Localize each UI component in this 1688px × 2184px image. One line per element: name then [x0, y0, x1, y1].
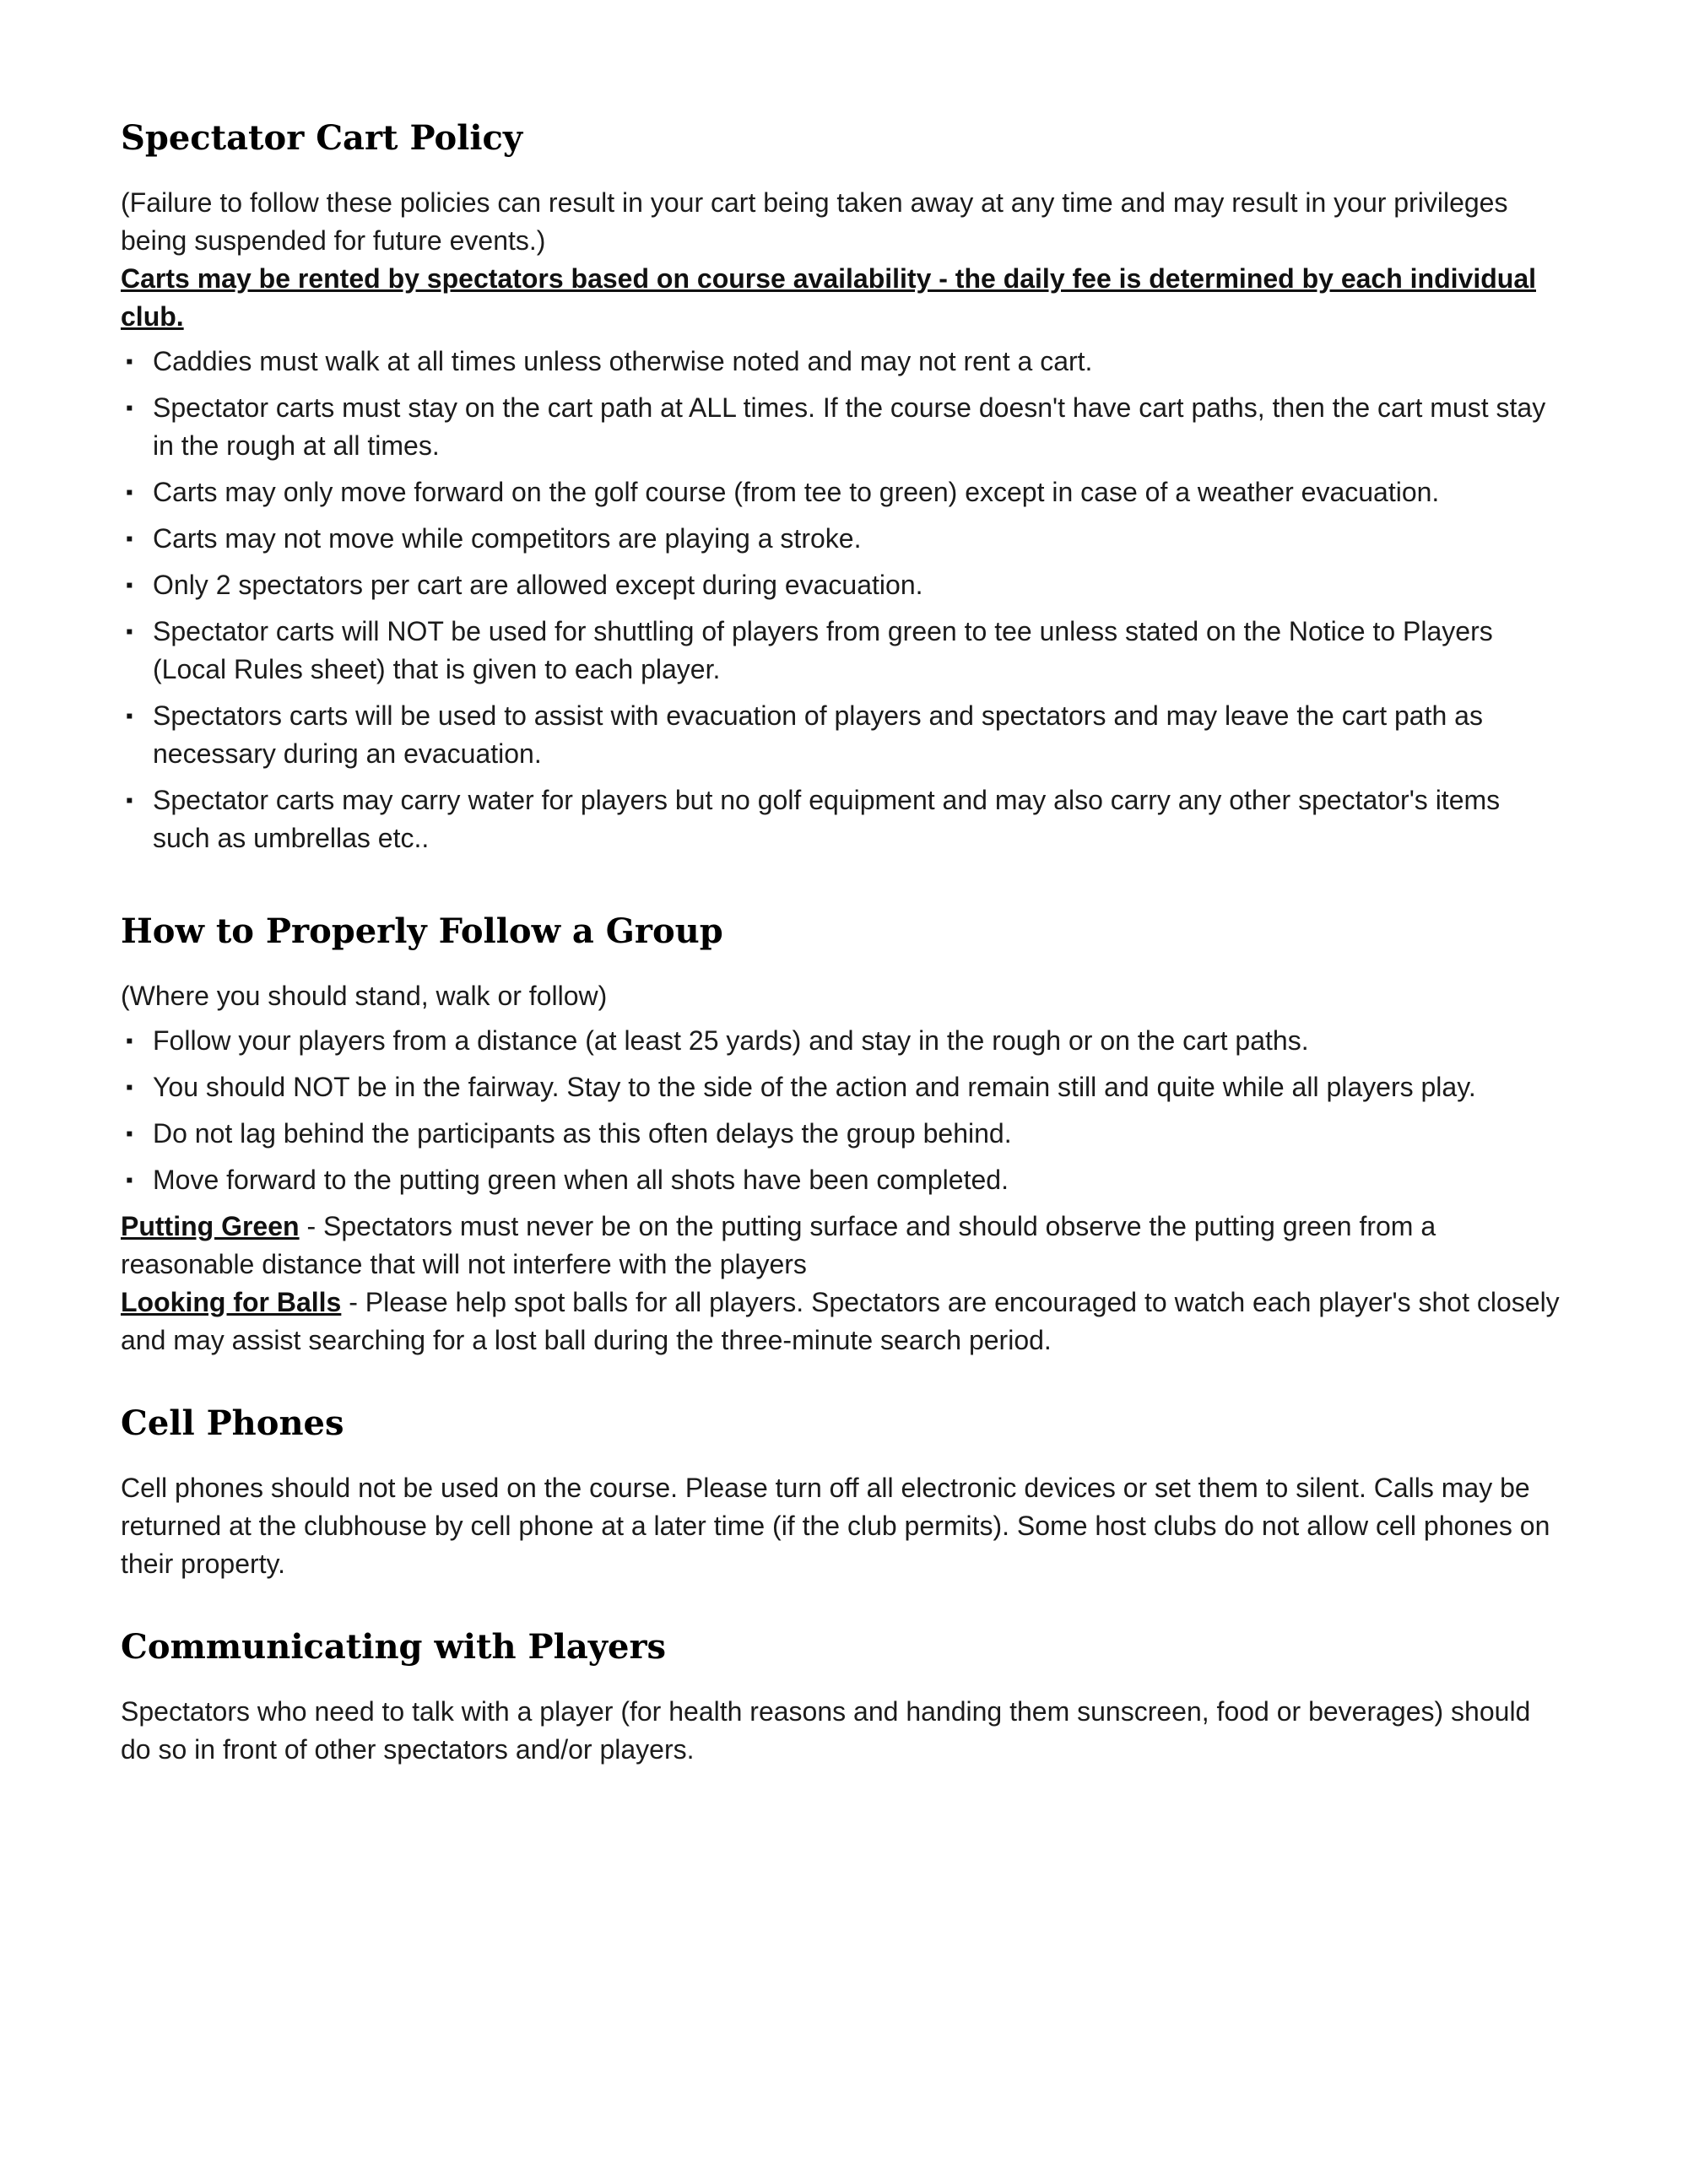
- bullet-square-icon: ▪: [126, 397, 133, 419]
- bullet-square-icon: ▪: [126, 574, 133, 597]
- list-item-text: Move forward to the putting green when all shots have been completed.: [153, 1165, 1009, 1195]
- cart-policy-intro: (Failure to follow these policies can result in your cart being taken away at any time and may result in your privileges being suspended for future events.): [121, 187, 1508, 256]
- cart-rental-note: [121, 260, 1561, 336]
- list-item-text: Carts may only move forward on the golf course (from tee to green) except in case of a weather evacuation.: [153, 477, 1440, 507]
- bullet-square-icon: ▪: [126, 705, 133, 727]
- list-item: [121, 566, 1561, 604]
- cart-rental-note-text: Carts may be rented by spectators based on course availability - the daily fee is determined by each individual club.: [121, 263, 1536, 332]
- list-item: [121, 343, 1561, 381]
- list-item-text: Caddies must walk at all times unless otherwise noted and may not rent a cart.: [153, 346, 1093, 376]
- looking-for-balls-text: - Please help spot balls for all players. Spectators are encouraged to watch each player's shot closely and may assist searching for a lost ball during the three-minute search period.: [121, 1287, 1560, 1355]
- follow-group-intro: (Where you should stand, walk or follow): [121, 981, 608, 1011]
- looking-for-balls-note: [121, 1284, 1561, 1360]
- bullet-square-icon: ▪: [126, 620, 133, 643]
- list-item-text: You should NOT be in the fairway. Stay to the side of the action and remain still and quite while all players play.: [153, 1072, 1476, 1102]
- section-heading-cell-phones: Cell Phones: [121, 1403, 344, 1443]
- list-item-text: Spectator carts will NOT be used for shuttling of players from green to tee unless stated on the Notice to Players (Local Rules sheet) that is given to each player.: [153, 616, 1493, 684]
- bullet-square-icon: ▪: [126, 1122, 133, 1145]
- list-item: [121, 1068, 1561, 1106]
- section-heading-communicating: Communicating with Players: [121, 1627, 667, 1667]
- communicating-body: Spectators who need to talk with a player (for health reasons and handing them sunscreen, food or beverages) should do so in front of other spectators and/or players.: [121, 1696, 1531, 1765]
- list-item: [121, 1161, 1561, 1199]
- bullet-square-icon: ▪: [126, 527, 133, 550]
- bullet-square-icon: ▪: [126, 350, 133, 373]
- list-item-text: Spectators carts will be used to assist with evacuation of players and spectators and may leave the cart path as necessary during an evacuation.: [153, 700, 1483, 769]
- list-item-text: Only 2 spectators per cart are allowed except during evacuation.: [153, 570, 923, 600]
- list-item: [121, 1115, 1561, 1153]
- putting-green-text: - Spectators must never be on the putting surface and should observe the putting green from a reasonable distance that will not interfere with the players: [121, 1211, 1436, 1279]
- list-item-text: Spectator carts may carry water for players but no golf equipment and may also carry any other spectator's items such as umbrellas etc..: [153, 785, 1501, 853]
- list-item: [121, 781, 1561, 857]
- section-heading-follow-group: How to Properly Follow a Group: [121, 911, 723, 951]
- list-item-text: Carts may not move while competitors are playing a stroke.: [153, 523, 862, 554]
- list-item: [121, 520, 1561, 558]
- list-item-text: Follow your players from a distance (at least 25 yards) and stay in the rough or on the cart paths.: [153, 1025, 1309, 1056]
- follow-group-list: [121, 1022, 1561, 1199]
- section-heading-cart-policy: Spectator Cart Policy: [121, 118, 523, 158]
- list-item-text: Spectator carts must stay on the cart path at ALL times. If the course doesn't have cart paths, then the cart must stay in the rough at all times.: [153, 392, 1546, 461]
- bullet-square-icon: ▪: [126, 1169, 133, 1192]
- looking-for-balls-label: Looking for Balls: [121, 1287, 342, 1317]
- list-item: [121, 389, 1561, 465]
- cell-phones-body: Cell phones should not be used on the course. Please turn off all electronic devices or set them to silent. Calls may be returned at the clubhouse by cell phone at a later time (if the club permits). Some host clubs do not allow cell phones on their property.: [121, 1473, 1550, 1579]
- cart-policy-list: [121, 343, 1561, 857]
- list-item: [121, 613, 1561, 689]
- list-item-text: Do not lag behind the participants as this often delays the group behind.: [153, 1118, 1012, 1149]
- putting-green-label: Putting Green: [121, 1211, 300, 1241]
- bullet-square-icon: ▪: [126, 481, 133, 504]
- list-item: [121, 1022, 1561, 1060]
- bullet-square-icon: ▪: [126, 1030, 133, 1052]
- bullet-square-icon: ▪: [126, 789, 133, 812]
- putting-green-note: [121, 1208, 1561, 1284]
- bullet-square-icon: ▪: [126, 1076, 133, 1099]
- list-item: [121, 473, 1561, 511]
- list-item: [121, 697, 1561, 773]
